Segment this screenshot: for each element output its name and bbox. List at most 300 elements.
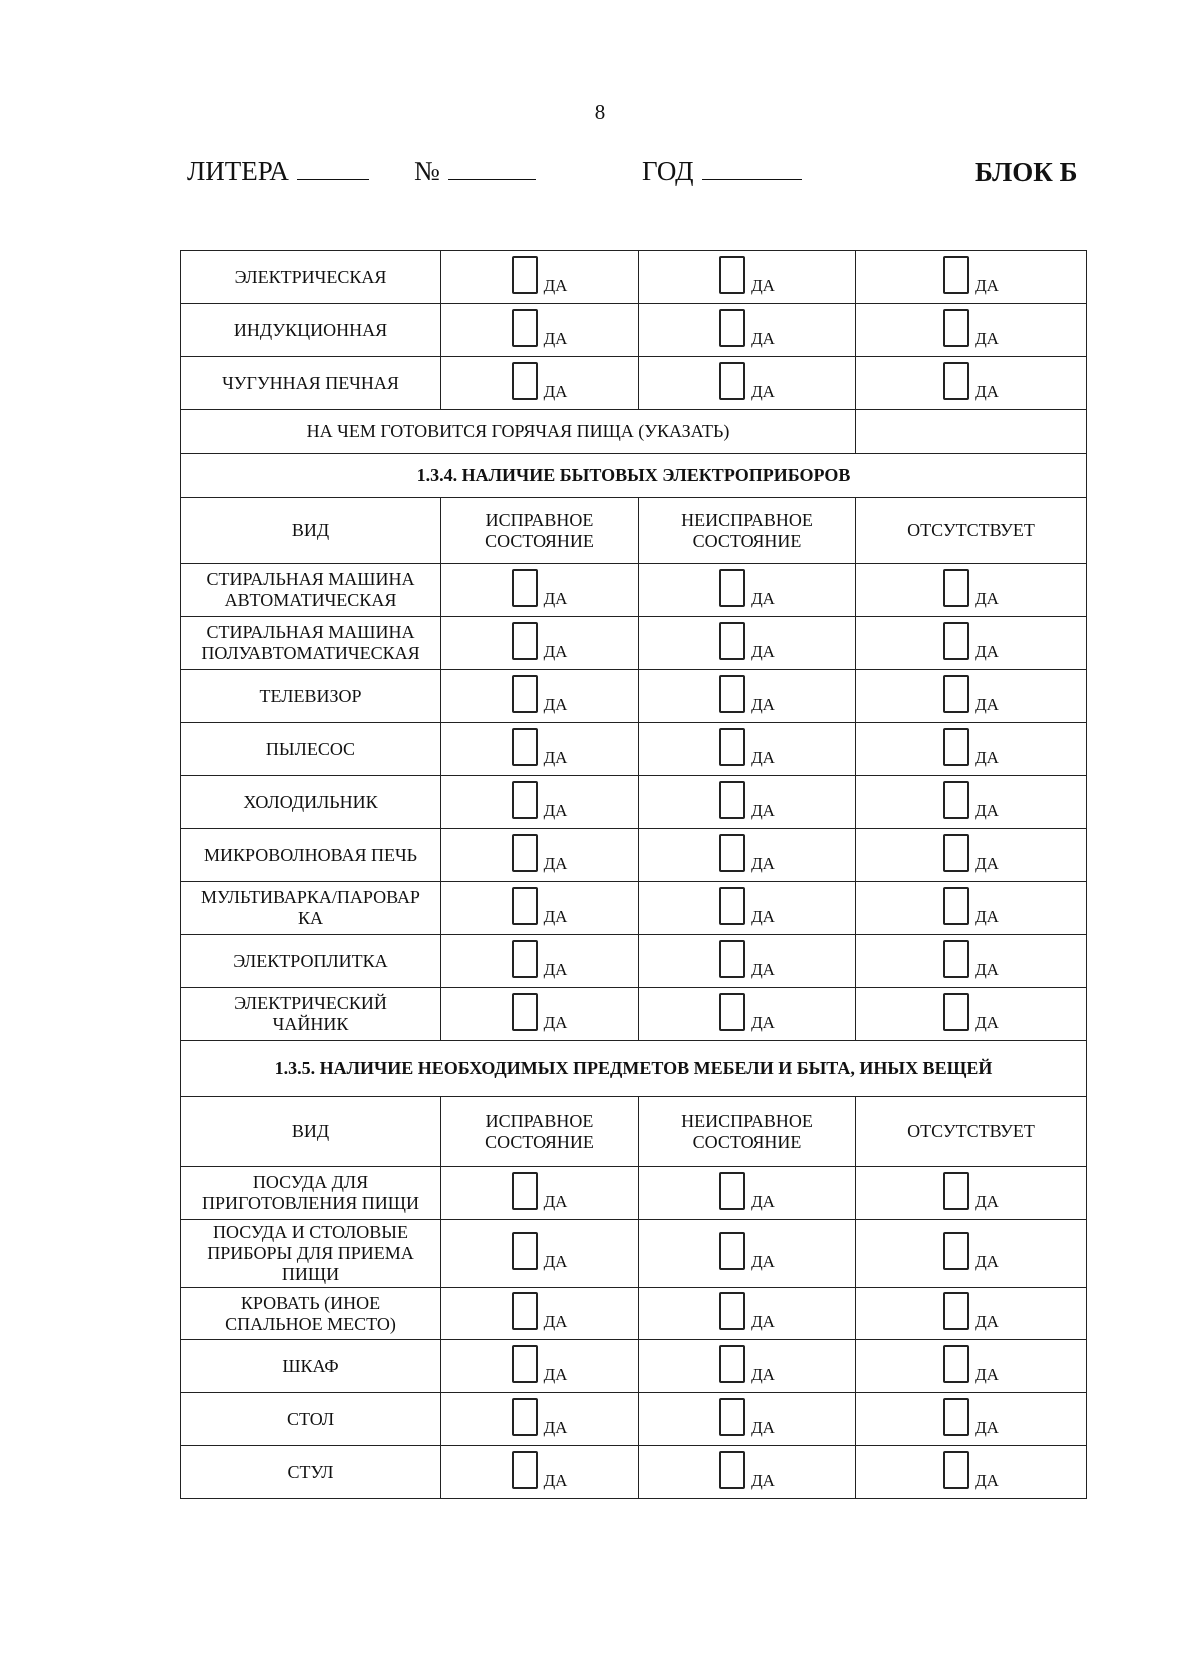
table-row (181, 304, 1087, 357)
checkbox-box[interactable] (943, 1292, 969, 1330)
checkbox-label: ДА (751, 641, 775, 661)
furniture-1-absent-checkbox[interactable] (943, 1232, 999, 1270)
checkbox-cell (639, 1220, 856, 1288)
checkbox-cell (639, 882, 856, 935)
furniture-2-broken-checkbox[interactable] (719, 1292, 775, 1330)
checkbox-box[interactable] (719, 887, 745, 925)
checkbox-cell (441, 304, 639, 357)
furniture-5-working-checkbox[interactable] (512, 1451, 568, 1489)
furniture-3-absent-checkbox[interactable] (943, 1345, 999, 1383)
column-header-row (181, 1097, 1087, 1167)
checkbox-cell (441, 1220, 639, 1288)
furniture-0-working-checkbox[interactable] (512, 1172, 568, 1210)
checkbox-box[interactable] (943, 834, 969, 872)
checkbox-box[interactable] (719, 675, 745, 713)
checkbox-cell (856, 1393, 1087, 1446)
furniture-5-absent-checkbox[interactable] (943, 1451, 999, 1489)
furniture-3-broken-checkbox[interactable] (719, 1345, 775, 1383)
row-name-line: КА (297, 908, 323, 928)
checkbox-label: ДА (975, 1012, 999, 1032)
appliance-2-broken-checkbox[interactable] (719, 675, 775, 713)
furniture-2-working-checkbox[interactable] (512, 1292, 568, 1330)
stove-0-absent-checkbox[interactable] (943, 256, 999, 294)
table-row (181, 1167, 1087, 1220)
checkbox-label: ДА (975, 959, 999, 979)
checkbox-cell (639, 1167, 856, 1220)
table-row (181, 723, 1087, 776)
checkbox-cell (639, 251, 856, 304)
checkbox-box[interactable] (943, 887, 969, 925)
page-number: 8 (594, 100, 606, 124)
checkbox-cell (639, 617, 856, 670)
furniture-0-absent-checkbox[interactable] (943, 1172, 999, 1210)
hot-food-answer-field[interactable] (856, 410, 1087, 454)
column-header (856, 1097, 1087, 1167)
checkbox-box[interactable] (719, 1232, 745, 1270)
checkbox-box[interactable] (943, 781, 969, 819)
checkbox-cell (856, 882, 1087, 935)
appliance-6-working-checkbox[interactable] (512, 887, 568, 925)
table-row (181, 829, 1087, 882)
stove-2-broken-checkbox[interactable] (719, 362, 775, 400)
checkbox-label: ДА (751, 1470, 775, 1490)
checkbox-label: ДА (975, 694, 999, 714)
checkbox-cell (856, 251, 1087, 304)
column-header-line: НЕИСПРАВНОЕ (681, 509, 813, 530)
checkbox-cell (441, 1340, 639, 1393)
appliance-4-broken-checkbox[interactable] (719, 781, 775, 819)
row-name-line: ПОЛУАВТОМАТИЧЕСКАЯ (201, 643, 420, 663)
column-header (441, 1097, 639, 1167)
column-header (856, 498, 1087, 564)
checkbox-box[interactable] (719, 1345, 745, 1383)
row-name-line: МИКРОВОЛНОВАЯ ПЕЧЬ (204, 844, 417, 865)
checkbox-box[interactable] (719, 1451, 745, 1489)
checkbox-label: ДА (751, 1191, 775, 1211)
row-name-line: ПИЩИ (281, 1264, 340, 1284)
section-title: 1.3.4. НАЛИЧИЕ БЫТОВЫХ ЭЛЕКТРОПРИБОРОВ (181, 454, 1087, 498)
checkbox-box[interactable] (943, 569, 969, 607)
checkbox-box[interactable] (943, 362, 969, 400)
row-name-line: ПРИГОТОВЛЕНИЯ ПИЩИ (202, 1193, 419, 1213)
checkbox-label: ДА (543, 800, 568, 820)
stove-0-broken-checkbox[interactable] (719, 256, 775, 294)
checkbox-box[interactable] (512, 781, 538, 819)
checkbox-label: ДА (543, 1417, 568, 1437)
appliance-5-working-checkbox[interactable] (512, 834, 568, 872)
row-name (181, 564, 441, 617)
checkbox-label: ДА (751, 381, 775, 401)
checkbox-label: ДА (975, 1417, 999, 1437)
checkbox-cell (856, 723, 1087, 776)
checkbox-box[interactable] (512, 622, 538, 660)
checkbox-box[interactable] (943, 1232, 969, 1270)
checkbox-cell (639, 304, 856, 357)
table-row (181, 1288, 1087, 1340)
stove-1-broken-checkbox[interactable] (719, 309, 775, 347)
checkbox-label: ДА (543, 694, 568, 714)
table-row (181, 357, 1087, 410)
checkbox-box[interactable] (719, 993, 745, 1031)
checkbox-box[interactable] (512, 834, 538, 872)
row-name-line: ЭЛЕКТРОПЛИТКА (233, 950, 388, 971)
column-header-row (181, 498, 1087, 564)
row-name (181, 670, 441, 723)
checkbox-box[interactable] (719, 940, 745, 978)
checkbox-box[interactable] (943, 940, 969, 978)
stove-1-absent-checkbox[interactable] (943, 309, 999, 347)
checkbox-label: ДА (751, 747, 775, 767)
appliance-8-working-checkbox[interactable] (512, 993, 568, 1031)
checkbox-cell (856, 670, 1087, 723)
checkbox-cell (856, 1288, 1087, 1340)
column-header (181, 1097, 441, 1167)
checkbox-box[interactable] (512, 362, 538, 400)
checkbox-label: ДА (975, 800, 999, 820)
checkbox-box[interactable] (512, 887, 538, 925)
checkbox-cell (639, 1340, 856, 1393)
checkbox-box[interactable] (943, 675, 969, 713)
checkbox-label: ДА (543, 328, 568, 348)
checkbox-cell (856, 988, 1087, 1041)
row-name (181, 829, 441, 882)
table-row (181, 1340, 1087, 1393)
checkbox-label: ДА (543, 588, 568, 608)
checkbox-label: ДА (975, 853, 999, 873)
furniture-2-absent-checkbox[interactable] (943, 1292, 999, 1330)
checkbox-label: ДА (975, 588, 999, 608)
checkbox-cell (856, 1220, 1087, 1288)
row-name-line: ХОЛОДИЛЬНИК (243, 791, 378, 812)
hot-food-row (181, 410, 1087, 454)
checkbox-cell (856, 357, 1087, 410)
checkbox-cell (856, 935, 1087, 988)
checkbox-box[interactable] (512, 675, 538, 713)
checkbox-label: ДА (543, 1312, 568, 1331)
checkbox-cell (441, 829, 639, 882)
checkbox-box[interactable] (943, 993, 969, 1031)
checkbox-box[interactable] (512, 256, 538, 294)
checkbox-box[interactable] (512, 569, 538, 607)
checkbox-label: ДА (975, 906, 999, 926)
column-header (441, 498, 639, 564)
checkbox-cell (441, 1167, 639, 1220)
checkbox-box[interactable] (512, 1292, 538, 1330)
furniture-4-working-checkbox[interactable] (512, 1398, 568, 1436)
row-name (181, 357, 441, 410)
number-field (414, 155, 536, 187)
row-name-line: ПРИБОРЫ ДЛЯ ПРИЕМА (207, 1243, 414, 1263)
row-name-line: ЭЛЕКТРИЧЕСКИЙ (234, 993, 387, 1013)
appliance-6-broken-checkbox[interactable] (719, 887, 775, 925)
checkbox-label: ДА (751, 1312, 775, 1331)
appliance-1-absent-checkbox[interactable] (943, 622, 999, 660)
litera-field (187, 155, 369, 187)
checkbox-box[interactable] (943, 1172, 969, 1210)
checkbox-box[interactable] (512, 1172, 538, 1210)
checkbox-box[interactable] (943, 256, 969, 294)
checkbox-label: ДА (975, 1312, 999, 1331)
checkbox-label: ДА (975, 1470, 999, 1490)
checkbox-box[interactable] (719, 256, 745, 294)
furniture-5-broken-checkbox[interactable] (719, 1451, 775, 1489)
furniture-4-absent-checkbox[interactable] (943, 1398, 999, 1436)
checkbox-cell (856, 564, 1087, 617)
appliance-7-absent-checkbox[interactable] (943, 940, 999, 978)
row-name-line: АВТОМАТИЧЕСКАЯ (224, 590, 397, 610)
checkbox-cell (441, 617, 639, 670)
checkbox-box[interactable] (943, 728, 969, 766)
checkbox-label: ДА (543, 959, 568, 979)
row-name-line: ИНДУКЦИОННАЯ (233, 319, 388, 340)
checkbox-label: ДА (751, 588, 775, 608)
appliance-1-working-checkbox[interactable] (512, 622, 568, 660)
checkbox-box[interactable] (719, 362, 745, 400)
checkbox-label: ДА (751, 853, 775, 873)
row-name-line: ПОСУДА И СТОЛОВЫЕ (213, 1222, 408, 1242)
row-name (181, 882, 441, 935)
year-field (642, 155, 802, 187)
checkbox-label: ДА (751, 800, 775, 820)
checkbox-box[interactable] (719, 309, 745, 347)
appliance-0-absent-checkbox[interactable] (943, 569, 999, 607)
checkbox-box[interactable] (719, 834, 745, 872)
appliance-6-absent-checkbox[interactable] (943, 887, 999, 925)
column-header-line: СОСТОЯНИЕ (485, 530, 594, 551)
column-header-line: СОСТОЯНИЕ (692, 530, 802, 551)
checkbox-label: ДА (543, 906, 568, 926)
row-name-line: ТЕЛЕВИЗОР (259, 685, 362, 706)
section-title: 1.3.5. НАЛИЧИЕ НЕОБХОДИМЫХ ПРЕДМЕТОВ МЕБЕЛИ И БЫТА, ИНЫХ ВЕЩЕЙ (181, 1041, 1087, 1097)
stove-1-working-checkbox[interactable] (512, 309, 568, 347)
row-name-line: ЧАЙНИК (272, 1014, 349, 1034)
checkbox-label: ДА (751, 275, 775, 295)
checkbox-label: ДА (751, 906, 775, 926)
row-name (181, 776, 441, 829)
checkbox-box[interactable] (512, 1451, 538, 1489)
checkbox-cell (639, 564, 856, 617)
row-name (181, 304, 441, 357)
checkbox-box[interactable] (512, 993, 538, 1031)
checkbox-box[interactable] (512, 1232, 538, 1270)
table-row (181, 1220, 1087, 1288)
checkbox-cell (639, 935, 856, 988)
furniture-3-working-checkbox[interactable] (512, 1345, 568, 1383)
checkbox-box[interactable] (943, 1451, 969, 1489)
appliance-4-absent-checkbox[interactable] (943, 781, 999, 819)
checkbox-label: ДА (543, 1012, 568, 1032)
checkbox-cell (441, 670, 639, 723)
row-name (181, 935, 441, 988)
checkbox-box[interactable] (719, 728, 745, 766)
checkbox-cell (441, 988, 639, 1041)
litera-input-line[interactable] (297, 155, 369, 180)
checkbox-label: ДА (543, 853, 568, 873)
checkbox-box[interactable] (512, 1345, 538, 1383)
checkbox-label: ДА (751, 1252, 775, 1271)
table-row (181, 617, 1087, 670)
checkbox-cell (856, 1167, 1087, 1220)
checkbox-cell (639, 776, 856, 829)
checkbox-box[interactable] (719, 1172, 745, 1210)
column-header-line: ИСПРАВНОЕ (485, 1110, 594, 1131)
checkbox-box[interactable] (943, 1398, 969, 1436)
checkbox-box[interactable] (719, 1398, 745, 1436)
appliance-7-working-checkbox[interactable] (512, 940, 568, 978)
year-input-line[interactable] (702, 155, 802, 180)
appliance-0-working-checkbox[interactable] (512, 569, 568, 607)
checkbox-cell (856, 304, 1087, 357)
table-row (181, 670, 1087, 723)
appliance-0-broken-checkbox[interactable] (719, 569, 775, 607)
appliance-5-broken-checkbox[interactable] (719, 834, 775, 872)
checkbox-cell (639, 357, 856, 410)
appliance-3-broken-checkbox[interactable] (719, 728, 775, 766)
column-header (181, 498, 441, 564)
row-name-line: КРОВАТЬ (ИНОЕ (240, 1292, 381, 1313)
checkbox-box[interactable] (512, 728, 538, 766)
row-name-line: ПЫЛЕСОС (265, 738, 356, 759)
checkbox-label: ДА (543, 747, 568, 767)
checkbox-cell (441, 882, 639, 935)
checkbox-label: ДА (543, 641, 568, 661)
checkbox-cell (639, 723, 856, 776)
column-header-line: ВИД (291, 520, 330, 540)
row-name-line: МУЛЬТИВАРКА/ПАРОВАР (201, 887, 420, 907)
stove-2-absent-checkbox[interactable] (943, 362, 999, 400)
stove-2-working-checkbox[interactable] (512, 362, 568, 400)
checkbox-cell (441, 935, 639, 988)
checkbox-label: ДА (975, 641, 999, 661)
table-row (181, 1393, 1087, 1446)
appliance-1-broken-checkbox[interactable] (719, 622, 775, 660)
appliance-2-absent-checkbox[interactable] (943, 675, 999, 713)
furniture-4-broken-checkbox[interactable] (719, 1398, 775, 1436)
column-header-line: ИСПРАВНОЕ (485, 509, 594, 530)
column-header-line: ВИД (291, 1121, 330, 1141)
table-row (181, 564, 1087, 617)
table-row (181, 776, 1087, 829)
row-name-line: СТОЛ (286, 1408, 335, 1429)
appliance-3-working-checkbox[interactable] (512, 728, 568, 766)
checkbox-cell (441, 1393, 639, 1446)
table-row (181, 935, 1087, 988)
table-row (181, 988, 1087, 1041)
checkbox-cell (856, 1340, 1087, 1393)
table-row (181, 1446, 1087, 1499)
form-table (180, 250, 1087, 1499)
checkbox-box[interactable] (943, 309, 969, 347)
checkbox-box[interactable] (719, 622, 745, 660)
furniture-1-working-checkbox[interactable] (512, 1232, 568, 1270)
stove-0-working-checkbox[interactable] (512, 256, 568, 294)
checkbox-box[interactable] (512, 940, 538, 978)
checkbox-box[interactable] (719, 1292, 745, 1330)
row-name (181, 988, 441, 1041)
checkbox-label: ДА (751, 694, 775, 714)
checkbox-label: ДА (751, 328, 775, 348)
furniture-1-broken-checkbox[interactable] (719, 1232, 775, 1270)
checkbox-cell (639, 1393, 856, 1446)
number-label: № (414, 156, 440, 186)
checkbox-label: ДА (751, 1364, 775, 1384)
furniture-0-broken-checkbox[interactable] (719, 1172, 775, 1210)
checkbox-cell (441, 357, 639, 410)
row-name-line: СТИРАЛЬНАЯ МАШИНА (206, 622, 415, 642)
checkbox-label: ДА (543, 1364, 568, 1384)
row-name (181, 723, 441, 776)
checkbox-label: ДА (975, 328, 999, 348)
checkbox-cell (639, 829, 856, 882)
row-name-line: СТУЛ (287, 1461, 334, 1482)
checkbox-cell (639, 1446, 856, 1499)
checkbox-cell (639, 988, 856, 1041)
number-input-line[interactable] (448, 155, 536, 180)
checkbox-cell (856, 1446, 1087, 1499)
row-name (181, 1220, 441, 1288)
checkbox-label: ДА (975, 1252, 999, 1271)
checkbox-box[interactable] (719, 569, 745, 607)
checkbox-label: ДА (543, 1470, 568, 1490)
checkbox-cell (441, 1288, 639, 1340)
checkbox-label: ДА (543, 381, 568, 401)
appliance-8-broken-checkbox[interactable] (719, 993, 775, 1031)
checkbox-cell (639, 670, 856, 723)
checkbox-cell (639, 1288, 856, 1340)
checkbox-label: ДА (975, 747, 999, 767)
appliance-3-absent-checkbox[interactable] (943, 728, 999, 766)
appliance-7-broken-checkbox[interactable] (719, 940, 775, 978)
checkbox-cell (856, 829, 1087, 882)
checkbox-box[interactable] (943, 622, 969, 660)
checkbox-box[interactable] (512, 309, 538, 347)
year-label: ГОД (642, 156, 694, 186)
appliance-8-absent-checkbox[interactable] (943, 993, 999, 1031)
table-row (181, 251, 1087, 304)
checkbox-box[interactable] (719, 781, 745, 819)
checkbox-cell (441, 723, 639, 776)
appliance-5-absent-checkbox[interactable] (943, 834, 999, 872)
row-name-line: ЧУГУННАЯ ПЕЧНАЯ (222, 372, 399, 393)
checkbox-cell (441, 251, 639, 304)
checkbox-label: ДА (975, 1364, 999, 1384)
checkbox-label: ДА (751, 1417, 775, 1437)
checkbox-label: ДА (751, 959, 775, 979)
row-name-line: СПАЛЬНОЕ МЕСТО) (225, 1313, 396, 1334)
column-header-line: НЕИСПРАВНОЕ (681, 1110, 813, 1131)
row-name-line: ПОСУДА ДЛЯ (252, 1172, 369, 1192)
row-name-line: ШКАФ (282, 1355, 339, 1376)
checkbox-cell (441, 1446, 639, 1499)
column-header (639, 498, 856, 564)
column-header-line: СОСТОЯНИЕ (485, 1131, 594, 1152)
appliance-2-working-checkbox[interactable] (512, 675, 568, 713)
appliance-4-working-checkbox[interactable] (512, 781, 568, 819)
checkbox-label: ДА (543, 1191, 568, 1211)
checkbox-label: ДА (975, 1191, 999, 1211)
checkbox-box[interactable] (943, 1345, 969, 1383)
column-header-line: СОСТОЯНИЕ (692, 1131, 802, 1152)
litera-label: ЛИТЕРА (187, 156, 289, 186)
checkbox-label: ДА (751, 1012, 775, 1032)
checkbox-box[interactable] (512, 1398, 538, 1436)
row-name (181, 1340, 441, 1393)
row-name (181, 1167, 441, 1220)
row-name (181, 251, 441, 304)
checkbox-cell (856, 617, 1087, 670)
row-name (181, 1393, 441, 1446)
checkbox-label: ДА (975, 381, 999, 401)
